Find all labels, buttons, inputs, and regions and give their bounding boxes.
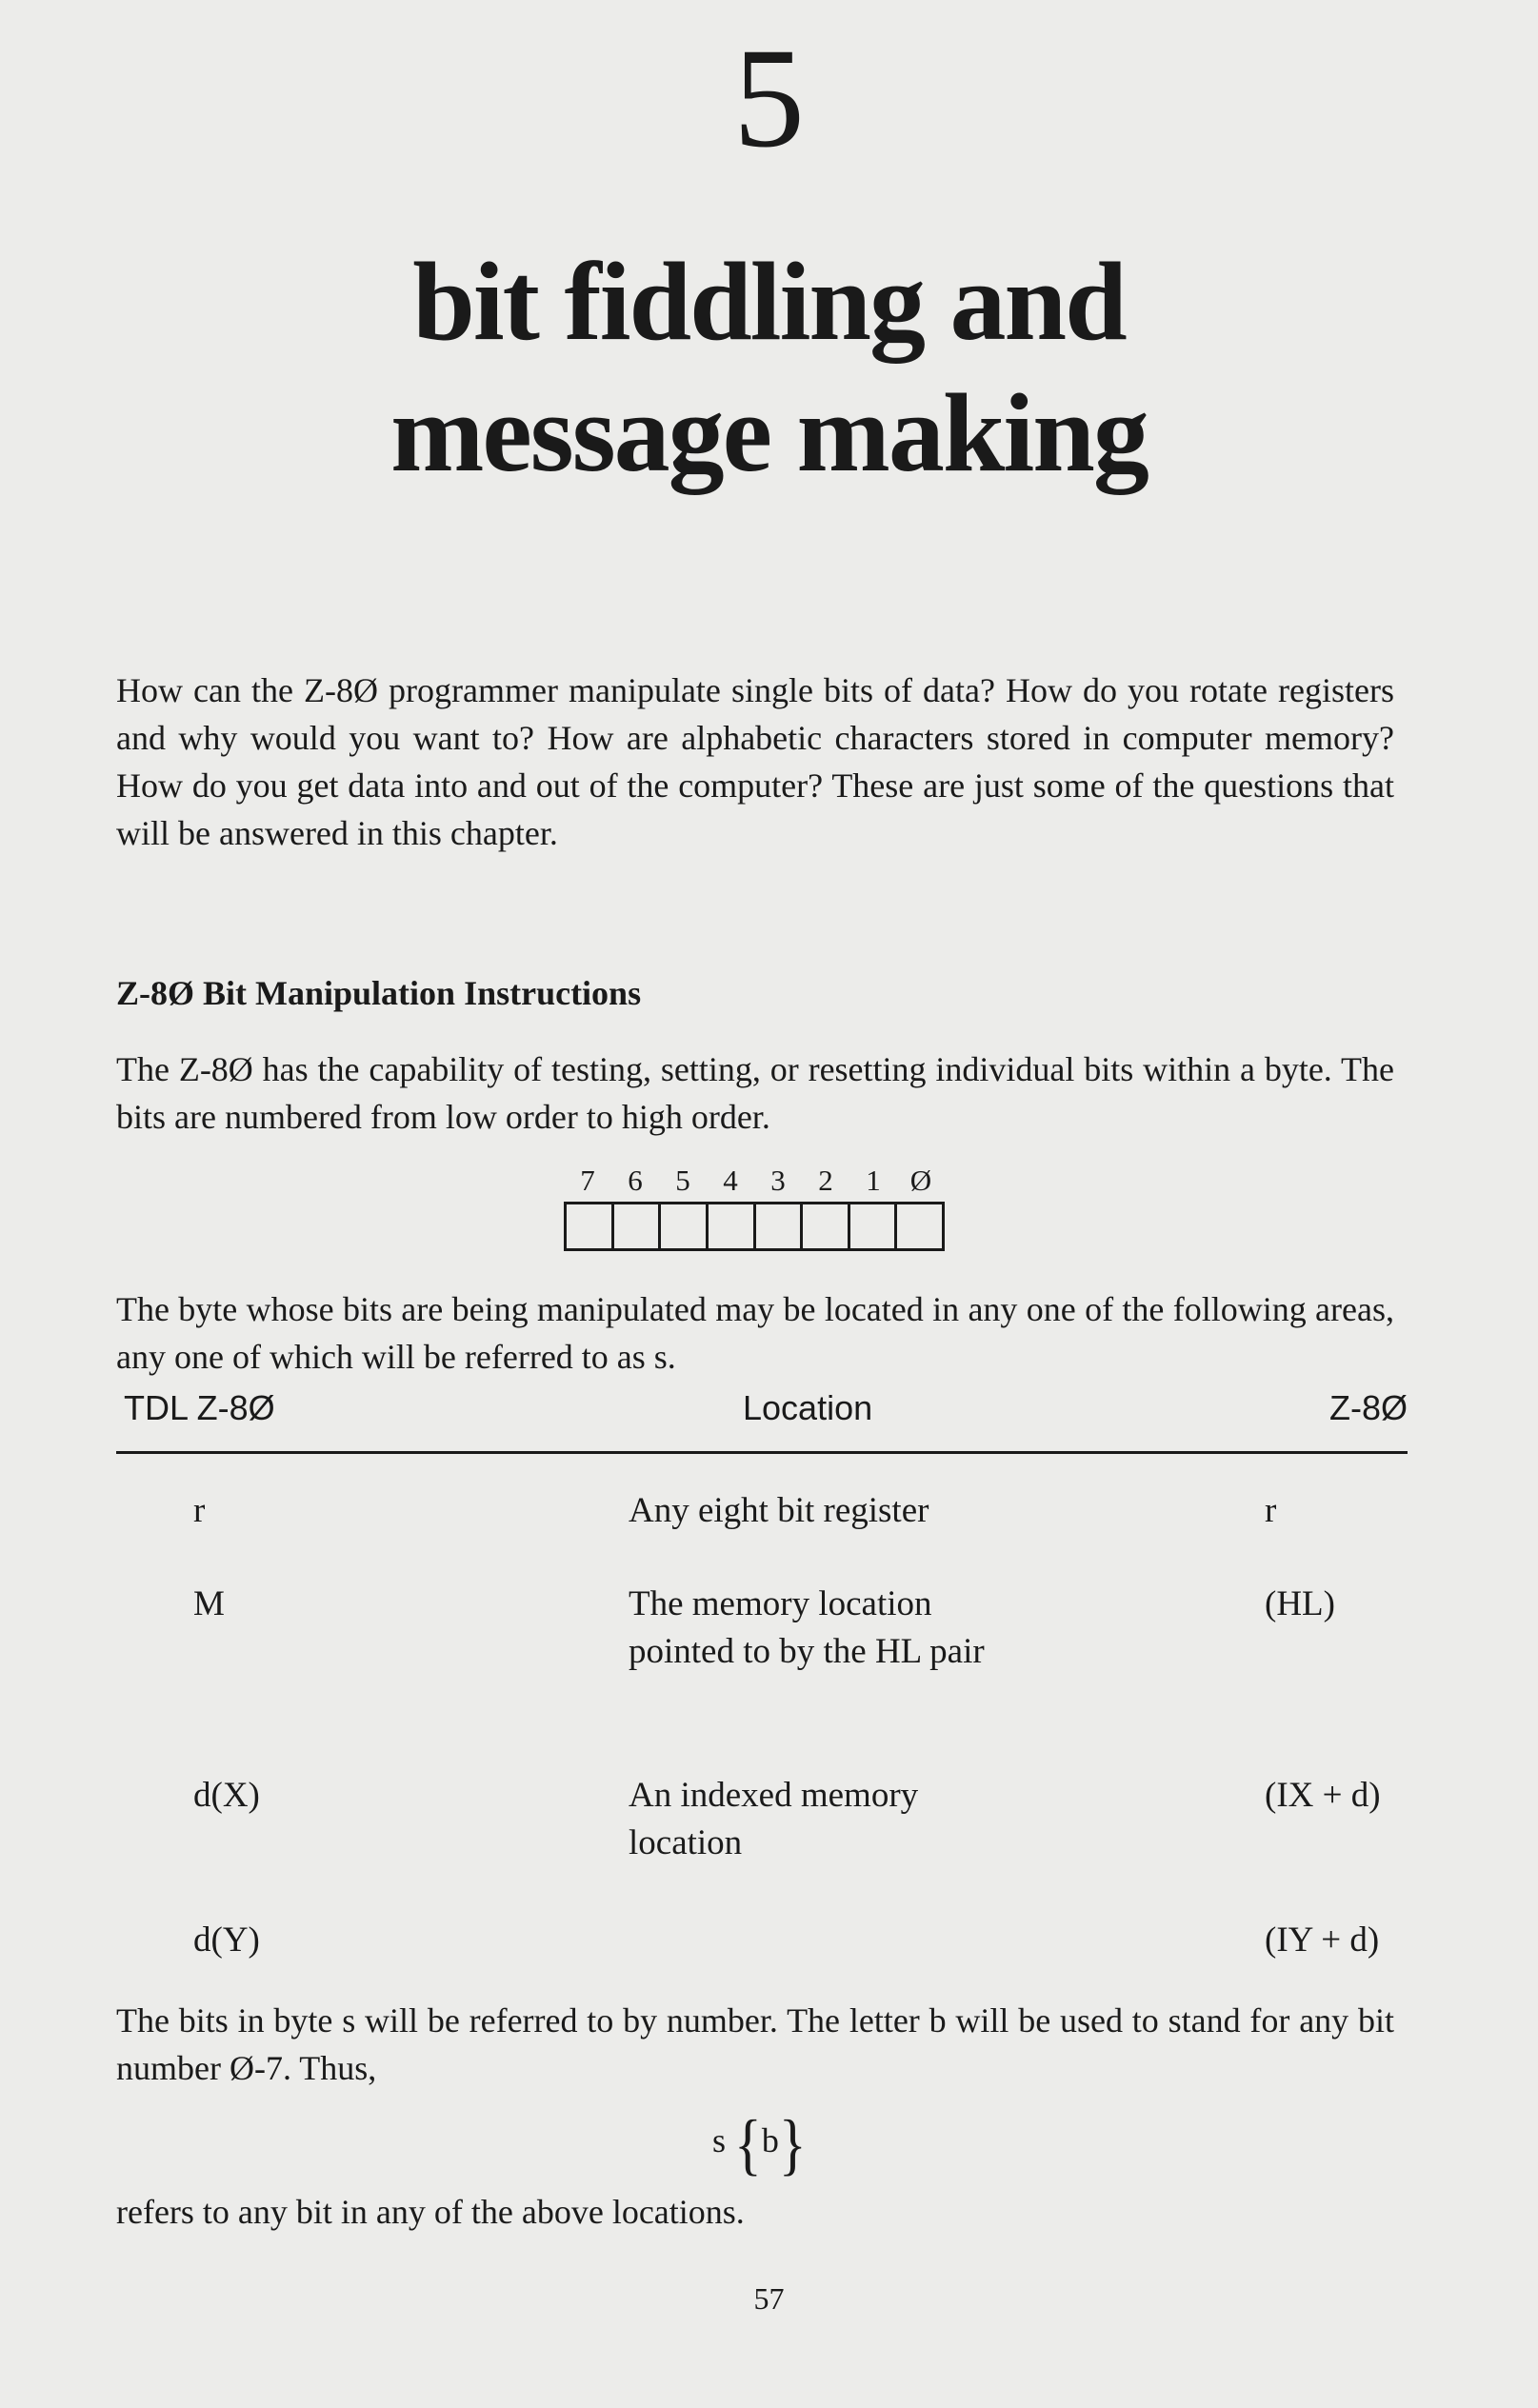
bit-box <box>897 1204 942 1248</box>
bit-label: 1 <box>866 1164 881 1197</box>
bit-label: Ø <box>909 1164 932 1197</box>
cell-z80: (IY + d) <box>1265 1920 1380 1960</box>
cell-tdl: r <box>193 1491 206 1530</box>
bit-box <box>614 1204 662 1248</box>
notation-s: s <box>712 2121 727 2159</box>
bit-label: 5 <box>675 1164 690 1197</box>
bit-boxes <box>564 1202 945 1251</box>
bit-label: 6 <box>628 1164 643 1197</box>
bit-diagram <box>564 1164 945 1251</box>
intro-paragraph: How can the Z-8Ø programmer manipulate single bits of data? How do you rotate registers and why would you want to? How are alphabetic characters stored in computer memory? How do you get data into and out of the computer? These are just some of the questions that will be answered in this chapter. <box>116 671 1394 852</box>
bit-box <box>661 1204 709 1248</box>
cell-tdl: d(Y) <box>193 1920 260 1960</box>
byte-location-paragraph: The byte whose bits are being manipulated may be located in any one of the following areas, any one of which will be referred to as s. <box>116 1290 1394 1376</box>
chapter-title-line-1: bit fiddling and <box>412 239 1126 364</box>
cell-location: The memory location pointed to by the HL pair <box>629 1584 985 1671</box>
bit-number-labels <box>564 1164 945 1198</box>
capability-paragraph: The Z-8Ø has the capability of testing, setting, or resetting individual bits within a byte. The bits are numbered from low order to high order. <box>116 1050 1394 1136</box>
chapter-title <box>0 236 1538 499</box>
header-z80: Z-8Ø <box>1328 1388 1408 1427</box>
cell-tdl: M <box>193 1584 225 1623</box>
notation-open-brace: { <box>734 2106 762 2182</box>
bit-label: 4 <box>723 1164 738 1197</box>
bit-label: 2 <box>818 1164 833 1197</box>
cell-z80: r <box>1265 1491 1277 1530</box>
bit-box <box>803 1204 850 1248</box>
cell-location: An indexed memory location <box>629 1776 919 1862</box>
bit-box <box>756 1204 804 1248</box>
bit-box <box>850 1204 898 1248</box>
cell-z80: (HL) <box>1265 1584 1335 1623</box>
chapter-title-line-2: message making <box>390 370 1148 495</box>
bit-box <box>709 1204 756 1248</box>
notation-b: b <box>761 2121 779 2159</box>
header-location: Location <box>743 1388 873 1427</box>
table-header <box>124 1388 1408 1436</box>
section-heading: Z-8Ø Bit Manipulation Instructions <box>116 974 642 1012</box>
cell-z80: (IX + d) <box>1265 1776 1381 1815</box>
refers-paragraph: refers to any bit in any of the above locations. <box>116 2193 745 2231</box>
bit-notation <box>712 2106 807 2182</box>
notation-close-brace: } <box>778 2106 807 2182</box>
bit-label: 7 <box>580 1164 595 1197</box>
header-tdl: TDL Z-8Ø <box>124 1388 275 1427</box>
bit-box <box>567 1204 614 1248</box>
bit-label: 3 <box>770 1164 786 1197</box>
table-rule <box>116 1451 1408 1454</box>
bit-number-paragraph: The bits in byte s will be referred to by number. The letter b will be used to stand for any bit number Ø-7. Thus, <box>116 2001 1394 2087</box>
cell-location: Any eight bit register <box>629 1491 929 1530</box>
page-number: 57 <box>753 2281 785 2316</box>
chapter-number: 5 <box>733 19 805 177</box>
cell-tdl: d(X) <box>193 1776 260 1815</box>
